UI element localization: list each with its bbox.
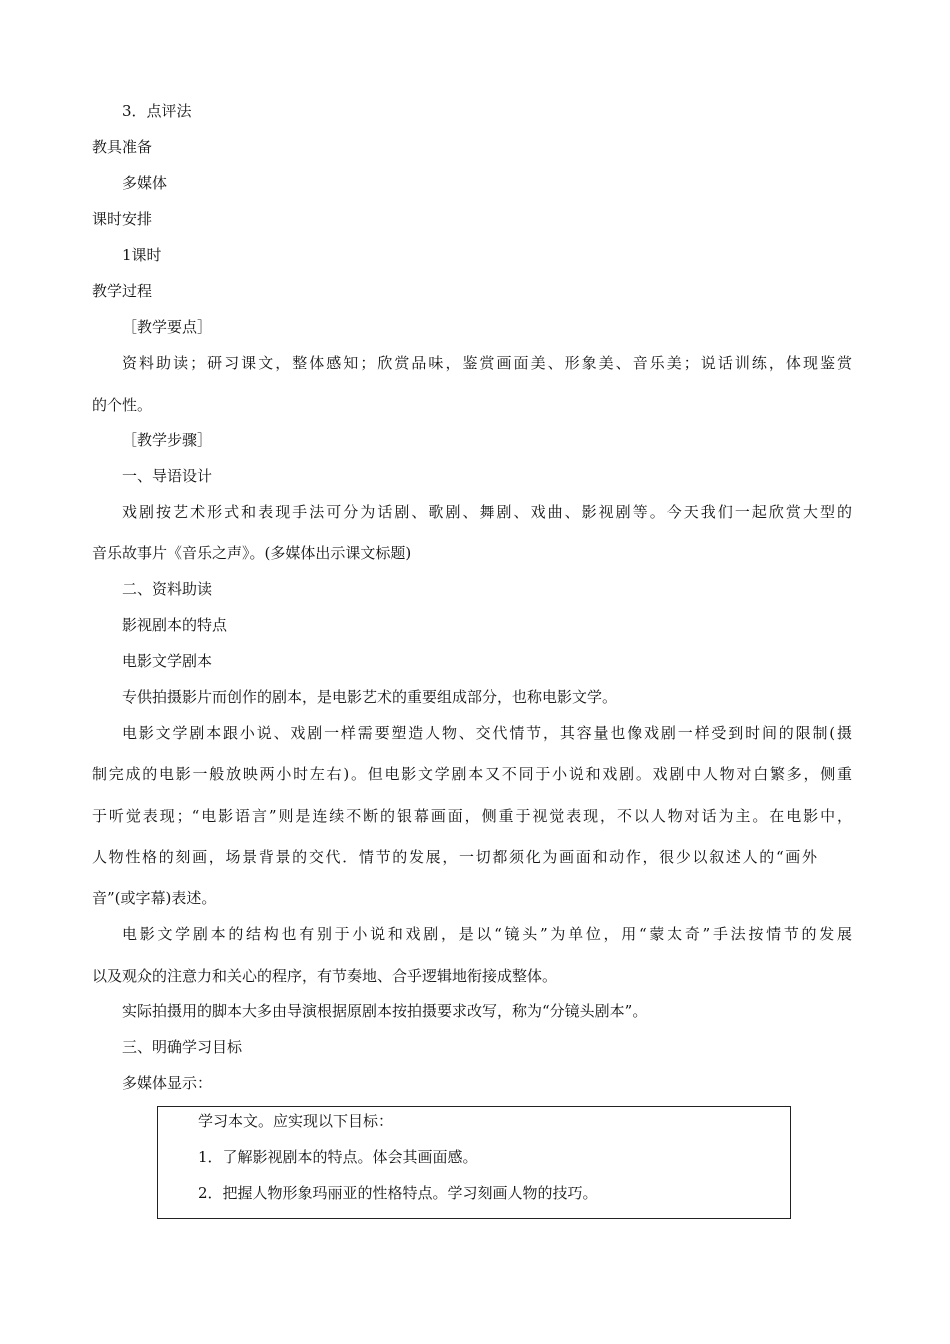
multimedia-display-label: 多媒体显示： (122, 1074, 213, 1092)
key-points-text-line-1: 资料助读；研习课文，整体感知；欣赏品味，鉴赏画面美、形象美、音乐美；说话训练，体现鉴赏 (122, 354, 852, 372)
subheading-steps: ［教学步骤］ (122, 431, 213, 449)
method-item-3: 3．点评法 (122, 102, 192, 120)
film-script-paragraph-line-5: 音”(或字幕)表述。 (92, 889, 217, 907)
intro-paragraph-line-1: 戏剧按艺术形式和表现手法可分为话剧、歌剧、舞剧、戏曲、影视剧等。今天我们一起欣赏大型的 (122, 503, 852, 521)
learning-goal-2: 2．把握人物形象玛丽亚的性格特点。学习刻画人物的技巧。 (198, 1184, 598, 1202)
schedule-text: 1课时 (122, 246, 162, 264)
learning-goals-box (157, 1106, 791, 1219)
heading-teaching-process: 教学过程 (92, 282, 153, 300)
structure-paragraph-line-1: 电影文学剧本的结构也有别于小说和戏剧，是以“镜头”为单位，用“蒙太奇”手法按情节的发展 (122, 925, 852, 943)
film-script-definition: 专供拍摄影片而创作的剧本，是电影艺术的重要组成部分，也称电影文学。 (122, 688, 618, 706)
structure-paragraph-line-2: 以及观众的注意力和关心的程序，有节奏地、合乎逻辑地衔接成整体。 (92, 967, 558, 985)
subheading-film-script: 电影文学剧本 (122, 652, 213, 670)
film-script-paragraph-line-3: 于听觉表现；“电影语言”则是连续不断的银幕画面，侧重于视觉表现，不以人物对话为主。在电影中， (92, 807, 852, 825)
teaching-aids-text: 多媒体 (122, 174, 168, 192)
heading-teaching-aids: 教具准备 (92, 138, 153, 156)
intro-paragraph-line-2: 音乐故事片《音乐之声》。(多媒体出示课文标题) (92, 544, 412, 562)
film-script-paragraph-line-2: 制完成的电影一般放映两小时左右)。但电影文学剧本又不同于小说和戏剧。戏剧中人物对白繁多，侧重 (92, 765, 852, 783)
shooting-script-text: 实际拍摄用的脚本大多由导演根据原剧本按拍摄要求改写，称为“分镜头剧本”。 (122, 1002, 648, 1020)
section-2-heading: 二、资料助读 (122, 580, 213, 598)
film-script-paragraph-line-1: 电影文学剧本跟小说、戏剧一样需要塑造人物、交代情节，其容量也像戏剧一样受到时间的限制(摄 (122, 724, 852, 742)
film-script-paragraph-line-4: 人物性格的刻画，场景背景的交代．情节的发展，一切都须化为画面和动作，很少以叙述人的“画外 (92, 848, 817, 866)
learning-goal-1: 1．了解影视剧本的特点。体会其画面感。 (198, 1148, 478, 1166)
learning-goals-intro: 学习本文。应实现以下目标： (198, 1112, 394, 1130)
key-points-text-line-2: 的个性。 (92, 396, 153, 414)
subheading-key-points: ［教学要点］ (122, 318, 213, 336)
section-1-heading: 一、导语设计 (122, 467, 213, 485)
subheading-script-features: 影视剧本的特点 (122, 616, 228, 634)
heading-schedule: 课时安排 (92, 210, 153, 228)
section-3-heading: 三、明确学习目标 (122, 1038, 243, 1056)
